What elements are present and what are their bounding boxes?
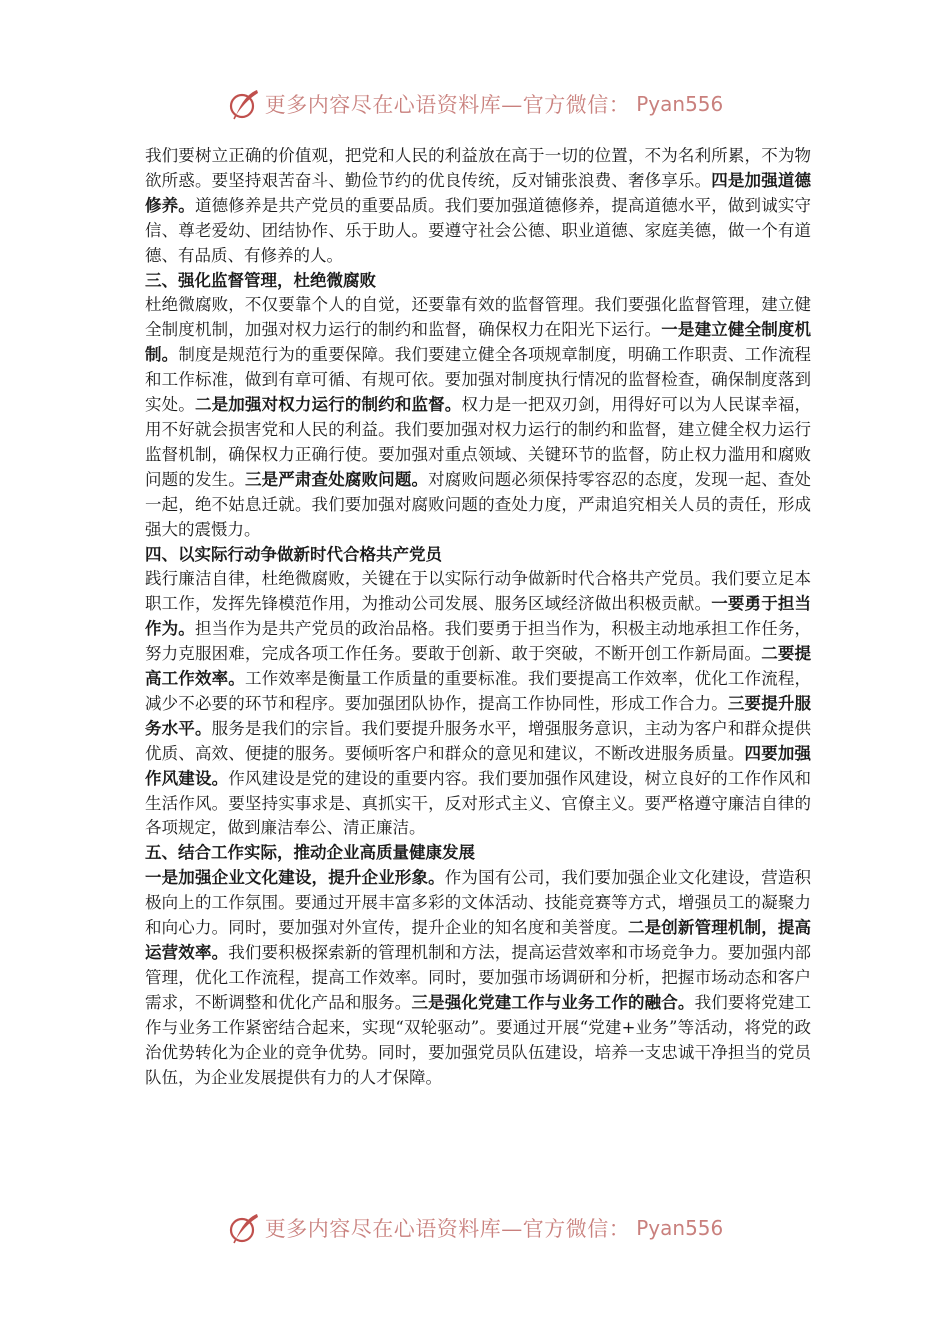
watermark-text: 更多内容尽在心语资料库—官方微信：	[264, 1217, 631, 1241]
bold-lead-phrase: 一是加强企业文化建设，提升企业形象。	[145, 868, 445, 888]
paragraph	[145, 293, 811, 542]
section-heading: 三、强化监督管理，杜绝微腐败	[145, 270, 376, 290]
bold-lead-phrase: 二要提高工作效率。	[145, 644, 812, 689]
paragraph	[145, 567, 811, 841]
footer-watermark	[0, 1208, 950, 1248]
paragraph-text: 担当作为是共产党员的政治品格。我们要勇于担当作为，积极主动地承担工作任务，努力克服困难，完成各项工作任务。要敢于创新、敢于突破，不断开创工作新局面。	[145, 619, 812, 664]
quill-logo-icon	[227, 1211, 261, 1245]
bold-lead-phrase: 二是创新管理机制，提高运营效率。	[145, 918, 812, 962]
paragraph	[145, 144, 811, 269]
section-heading: 四、以实际行动争做新时代合格共产党员	[145, 544, 442, 564]
paragraph-text: 我们要积极探索新的管理机制和方法，提高运营效率和市场竞争力。要加强内部管理，优化工作流程，提高工作效率。同时，要加强市场调研和分析，把握市场动态和客户需求，不断调整和优化产品和服务。	[145, 943, 812, 1012]
watermark-wechat-id: Pyan556	[636, 1216, 724, 1240]
paragraph-text: 道德修养是共产党员的重要品质。我们要加强道德修养，提高道德水平，做到诚实守信、尊老爱幼、团结协作、乐于助人。要遵守社会公德、职业道德、家庭美德，做一个有道德、有品质、有修养的人。	[145, 195, 812, 265]
paragraph-text: 对腐败问题必须保持零容忍的态度，发现一起、查处一起，绝不姑息迁就。我们要加强对腐败问题的查处力度，严肃追究相关人员的责任，形成强大的震慑力。	[145, 469, 812, 539]
bold-lead-phrase: 三要提升服务水平。	[145, 693, 812, 738]
paragraph	[145, 866, 811, 1090]
bold-lead-phrase: 二是加强对权力运行的制约和监督。	[194, 395, 462, 415]
bold-lead-phrase: 一是建立健全制度机制。	[145, 320, 812, 365]
paragraph-text: 我们要树立正确的价值观，把党和人民的利益放在高于一切的位置，不为名利所累，不为物欲所惑。要坚持艰苦奋斗、勤俭节约的优良传统，反对铺张浪费、奢侈享乐。	[145, 146, 811, 190]
paragraph-text: 服务是我们的宗旨。我们要提升服务水平，增强服务意识，主动为客户和群众提供优质、高效、便捷的服务。要倾听客户和群众的意见和建议，不断改进服务质量。	[145, 718, 812, 763]
bold-lead-phrase: 三是严肃查处腐败问题。	[244, 469, 429, 489]
bold-lead-phrase: 三是强化党建工作与业务工作的融合。	[411, 992, 695, 1012]
paragraph-text: 权力是一把双刃剑，用得好可以为人民谋幸福，用不好就会损害党和人民的利益。我们要加强对权力运行的制约和监督，建立健全权力运行监督机制，确保权力正确行使。要加强对重点领域、关键环节的监督，防止权力滥用和腐败问题的发生。	[145, 395, 812, 489]
paragraph-text: 工作效率是衡量工作质量的重要标准。我们要提高工作效率，优化工作流程，减少不必要的环节和程序。要加强团队协作，提高工作协同性，形成工作合力。	[145, 669, 812, 713]
quill-logo-icon	[227, 87, 261, 121]
header-watermark	[0, 84, 950, 124]
watermark-text: 更多内容尽在心语资料库—官方微信：	[264, 93, 631, 117]
bold-lead-phrase: 四要加强作风建设。	[145, 743, 812, 788]
document-body	[145, 144, 811, 1090]
paragraph-text: 作风建设是党的建设的重要内容。我们要加强作风建设，树立良好的工作作风和生活作风。要坚持实事求是、真抓实干，反对形式主义、官僚主义。要严格遵守廉洁自律的各项规定，做到廉洁奉公、清正廉洁。	[145, 768, 812, 838]
paragraph-text: 我们要将党建工作与业务工作紧密结合起来，实现“双轮驱动”。要通过开展“党建+业务”等活动，将党的政治优势转化为企业的竞争优势。同时，要加强党员队伍建设，培养一支忠诚干净担当的党员队伍，为企业发展提供有力的人才保障。	[145, 992, 812, 1087]
section-heading: 五、结合工作实际，推动企业高质量健康发展	[145, 843, 475, 863]
paragraph-text: 杜绝微腐败，不仅要靠个人的自觉，还要靠有效的监督管理。我们要强化监督管理，建立健全制度机制，加强对权力运行的制约和监督，确保权力在阳光下运行。	[145, 295, 811, 340]
paragraph-text: 作为国有公司，我们要加强企业文化建设，营造积极向上的工作氛围。要通过开展丰富多彩的文体活动、技能竞赛等方式，增强员工的凝聚力和向心力。同时，要加强对外宣传，提升企业的知名度和美誉度。	[145, 868, 812, 938]
bold-lead-phrase: 四是加强道德修养。	[145, 170, 812, 215]
paragraph-text: 践行廉洁自律，杜绝微腐败，关键在于以实际行动争做新时代合格共产党员。我们要立足本职工作，发挥先锋模范作用，为推动公司发展、服务区域经济做出积极贡献。	[145, 569, 811, 614]
bold-lead-phrase: 一要勇于担当作为。	[145, 594, 812, 639]
paragraph-text: 制度是规范行为的重要保障。我们要建立健全各项规章制度，明确工作职责、工作流程和工作标准，做到有章可循、有规可依。要加强对制度执行情况的监督检查，确保制度落到实处。	[145, 345, 812, 415]
watermark-wechat-id: Pyan556	[636, 92, 724, 116]
